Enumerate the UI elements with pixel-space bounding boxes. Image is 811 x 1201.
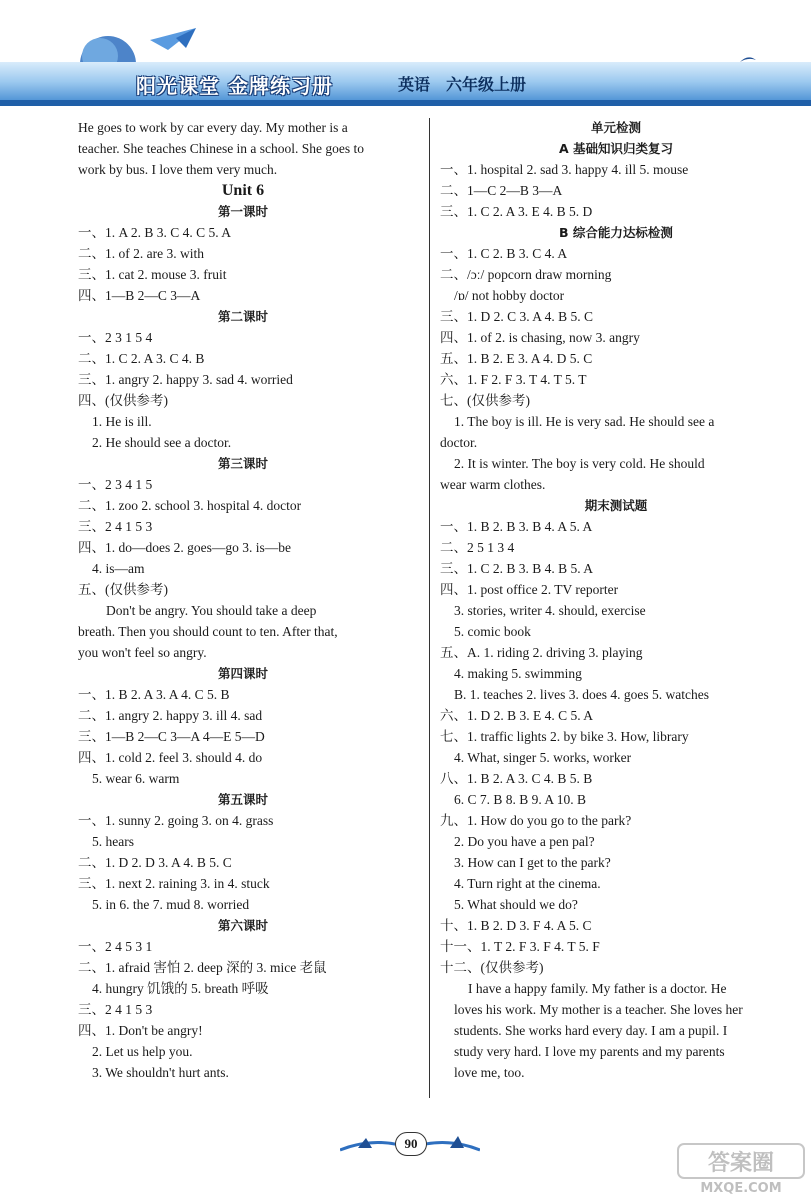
text-line: doctor. bbox=[440, 435, 478, 450]
answer-line: 2. He should see a doctor. bbox=[92, 435, 232, 450]
section-heading: 第二课时 bbox=[217, 309, 268, 324]
answer-line: 四、1. of 2. is chasing, now 3. angry bbox=[440, 330, 640, 345]
answer-line: 5. wear 6. warm bbox=[92, 771, 180, 786]
answer-line: 4. is—am bbox=[92, 561, 145, 576]
answer-line: 6. C 7. B 8. B 9. A 10. B bbox=[454, 792, 587, 807]
svg-text:答案圈: 答案圈 bbox=[707, 1151, 775, 1176]
answer-line: 一、2 3 4 1 5 bbox=[78, 477, 153, 492]
answer-line: 二、/ɔː/ popcorn draw morning bbox=[440, 267, 612, 282]
answer-line: 四、1. Don't be angry! bbox=[78, 1023, 203, 1038]
answer-line: 十二、(仅供参考) bbox=[440, 960, 544, 975]
answer-line: 4. making 5. swimming bbox=[454, 666, 582, 681]
text-line: teacher. She teaches Chinese in a school. She goes to bbox=[78, 141, 365, 156]
answer-line: love me, too. bbox=[454, 1065, 525, 1080]
paragraph-line: I have a happy family. My father is a doctor. He bbox=[468, 981, 727, 996]
answer-line: 一、2 4 5 3 1 bbox=[78, 939, 153, 954]
answer-line: 四、1. do—does 2. goes—go 3. is—be bbox=[78, 540, 291, 555]
answer-line: 5. What should we do? bbox=[454, 897, 578, 912]
answer-line: 二、1. D 2. D 3. A 4. B 5. C bbox=[78, 855, 232, 870]
answer-line: students. She works hard every day. I am a pupil. I bbox=[454, 1023, 728, 1038]
answer-line: 1. He is ill. bbox=[92, 414, 152, 429]
answer-line: 六、1. D 2. B 3. E 4. C 5. A bbox=[440, 708, 594, 723]
text-line: you won't feel so angry. bbox=[78, 645, 207, 660]
page-number: 90 bbox=[395, 1132, 427, 1156]
answer-line: 一、1. B 2. A 3. A 4. C 5. B bbox=[78, 687, 230, 702]
answer-line: 七、1. traffic lights 2. by bike 3. How, library bbox=[440, 729, 689, 744]
section-heading: 第六课时 bbox=[217, 918, 268, 933]
text-line: breath. Then you should count to ten. After that, bbox=[78, 624, 338, 639]
section-heading: 期末测试题 bbox=[584, 498, 648, 513]
answer-line: 二、1. of 2. are 3. with bbox=[78, 246, 204, 261]
section-heading: 第三课时 bbox=[217, 456, 268, 471]
answer-line: 4. hungry 饥饿的 5. breath 呼吸 bbox=[92, 981, 269, 996]
answer-line: study very hard. I love my parents and my parents bbox=[454, 1044, 725, 1059]
answer-line: 一、1. A 2. B 3. C 4. C 5. A bbox=[78, 225, 232, 240]
answer-line: 四、1—B 2—C 3—A bbox=[78, 288, 201, 303]
text-line: wear warm clothes. bbox=[440, 477, 546, 492]
answer-line: 二、1. angry 2. happy 3. ill 4. sad bbox=[78, 708, 263, 723]
answer-line: 十、1. B 2. D 3. F 4. A 5. C bbox=[440, 918, 592, 933]
answer-line: 一、1. B 2. B 3. B 4. A 5. A bbox=[440, 519, 593, 534]
text-line: work by bus. I love them very much. bbox=[78, 162, 278, 177]
answer-line: 三、1. C 2. B 3. B 4. B 5. A bbox=[440, 561, 594, 576]
answer-line: B. 1. teaches 2. lives 3. does 4. goes 5. watches bbox=[454, 687, 709, 702]
answer-line: 5. in 6. the 7. mud 8. worried bbox=[92, 897, 250, 912]
text-line: He goes to work by car every day. My mother is a bbox=[78, 120, 348, 135]
section-heading: 第一课时 bbox=[217, 204, 268, 219]
answer-line: 二、2 5 1 3 4 bbox=[440, 540, 515, 555]
column-divider bbox=[429, 118, 430, 1098]
answer-line: 三、1. angry 2. happy 3. sad 4. worried bbox=[78, 372, 293, 387]
right-column bbox=[440, 117, 792, 1083]
unit-title: Unit 6 bbox=[221, 182, 265, 199]
answer-line: 三、1. cat 2. mouse 3. fruit bbox=[78, 267, 227, 282]
section-heading: 单元检测 bbox=[590, 120, 641, 135]
answer-line: /ɒ/ not hobby doctor bbox=[454, 288, 565, 303]
answer-line: 4. What, singer 5. works, worker bbox=[454, 750, 632, 765]
section-heading: 第四课时 bbox=[217, 666, 268, 681]
answer-line: 四、1. cold 2. feel 3. should 4. do bbox=[78, 750, 263, 765]
answer-line: 二、1—C 2—B 3—A bbox=[440, 183, 563, 198]
watermark bbox=[676, 1140, 806, 1196]
answer-line: 三、1. next 2. raining 3. in 4. stuck bbox=[78, 876, 270, 891]
section-heading: B 综合能力达标检测 bbox=[559, 225, 673, 240]
answer-line: 三、1. C 2. A 3. E 4. B 5. D bbox=[440, 204, 593, 219]
answer-line: 一、1. hospital 2. sad 3. happy 4. ill 5. mouse bbox=[440, 162, 689, 177]
series-title: 阳光课堂 金牌练习册 bbox=[136, 74, 333, 98]
watermark-logo-icon bbox=[676, 1140, 806, 1196]
answer-line: 一、1. sunny 2. going 3. on 4. grass bbox=[78, 813, 274, 828]
answer-line: 3. We shouldn't hurt ants. bbox=[92, 1065, 229, 1080]
answer-line: 三、2 4 1 5 3 bbox=[78, 1002, 153, 1017]
answer-line: 一、1. C 2. B 3. C 4. A bbox=[440, 246, 568, 261]
answer-line: 五、A. 1. riding 2. driving 3. playing bbox=[440, 645, 643, 660]
answer-line: 一、2 3 1 5 4 bbox=[78, 330, 153, 345]
paragraph-line: Don't be angry. You should take a deep bbox=[106, 603, 317, 618]
answer-line: 二、1. afraid 害怕 2. deep 深的 3. mice 老鼠 bbox=[78, 960, 327, 975]
answer-line: 三、2 4 1 5 3 bbox=[78, 519, 153, 534]
left-column bbox=[78, 117, 408, 1083]
answer-line: 2. Do you have a pen pal? bbox=[454, 834, 595, 849]
subject-label: 英语 bbox=[398, 75, 431, 94]
section-heading: A 基础知识归类复习 bbox=[558, 141, 674, 156]
answer-line: 三、1. D 2. C 3. A 4. B 5. C bbox=[440, 309, 594, 324]
answer-line: 3. stories, writer 4. should, exercise bbox=[454, 603, 646, 618]
answer-line: 十一、1. T 2. F 3. F 4. T 5. F bbox=[440, 939, 600, 954]
answer-line: 二、1. C 2. A 3. C 4. B bbox=[78, 351, 205, 366]
answer-line: 四、1. post office 2. TV reporter bbox=[440, 582, 619, 597]
answer-line: 3. How can I get to the park? bbox=[454, 855, 611, 870]
answer-line: 五、(仅供参考) bbox=[78, 582, 168, 597]
page-header bbox=[0, 0, 811, 118]
answer-line: 2. Let us help you. bbox=[92, 1044, 193, 1059]
answer-line: 三、1—B 2—C 3—A 4—E 5—D bbox=[78, 729, 265, 744]
section-heading: 第五课时 bbox=[217, 792, 268, 807]
answer-line: 七、(仅供参考) bbox=[440, 393, 530, 408]
answer-line: 五、1. B 2. E 3. A 4. D 5. C bbox=[440, 351, 593, 366]
answer-line: 5. comic book bbox=[454, 624, 531, 639]
answer-line: 二、1. zoo 2. school 3. hospital 4. doctor bbox=[78, 498, 302, 513]
answer-line: 1. The boy is ill. He is very sad. He should see a bbox=[454, 414, 715, 429]
answer-line: 四、(仅供参考) bbox=[78, 393, 168, 408]
answer-line: 4. Turn right at the cinema. bbox=[454, 876, 601, 891]
answer-line: 六、1. F 2. F 3. T 4. T 5. T bbox=[440, 372, 587, 387]
answer-line: loves his work. My mother is a teacher. She loves her bbox=[454, 1002, 743, 1017]
page-footer bbox=[340, 1126, 480, 1162]
answer-line: 九、1. How do you go to the park? bbox=[440, 813, 632, 828]
answer-line: 5. hears bbox=[92, 834, 134, 849]
answer-line: 2. It is winter. The boy is very cold. He should bbox=[454, 456, 705, 471]
grade-label: 六年级上册 bbox=[446, 75, 527, 94]
answer-line: 八、1. B 2. A 3. C 4. B 5. B bbox=[440, 771, 593, 786]
svg-text:MXQE.COM: MXQE.COM bbox=[700, 1181, 782, 1196]
